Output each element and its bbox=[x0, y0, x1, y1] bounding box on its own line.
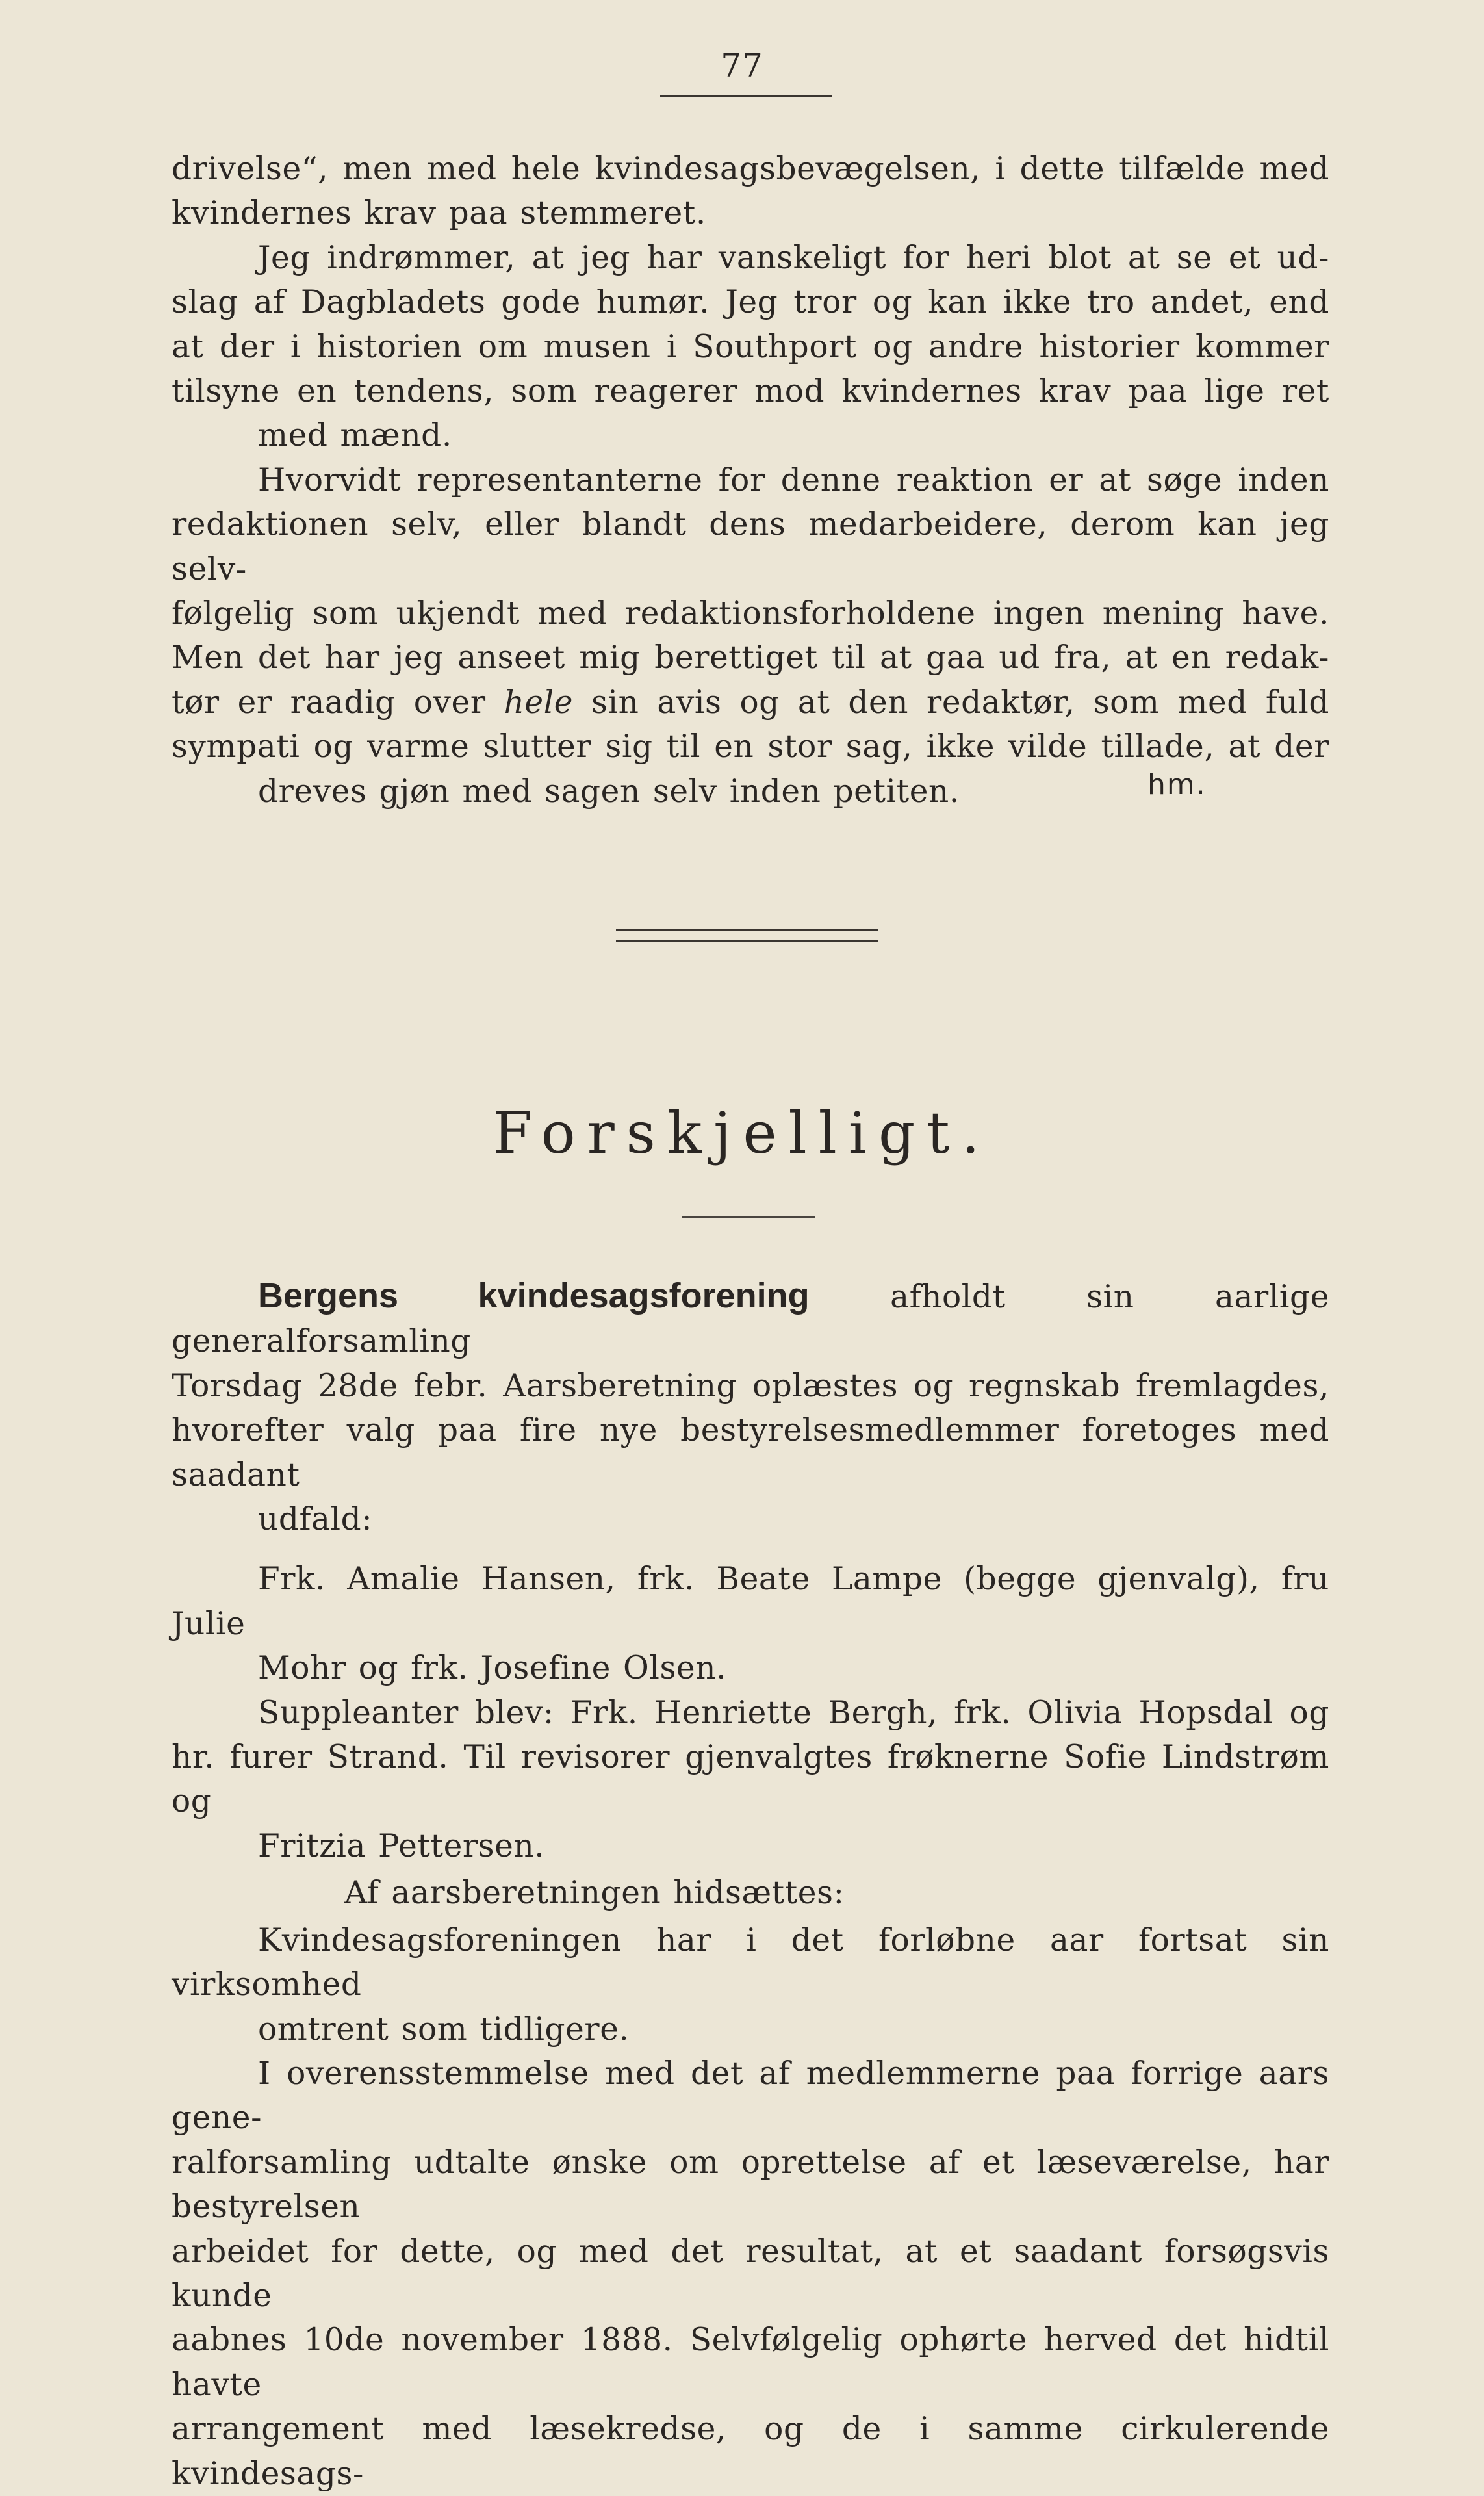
lead-organization-name: Bergens kvindesagsforening bbox=[258, 1276, 810, 1315]
text-line: Men det har jeg anseet mig berettiget til at gaa ud fra, at en redak- bbox=[172, 639, 1329, 676]
text-line: slag af Dagbladets gode humør. Jeg tror og kan ikke tro andet, end bbox=[172, 284, 1329, 321]
page-number: 77 bbox=[721, 47, 763, 84]
text-line: arbeidet for dette, og med det resultat, at et saadant forsøgsvis kunde bbox=[172, 2233, 1329, 2314]
heading-rule bbox=[682, 1216, 815, 1218]
text-line: afholdt sin aarlige generalforsamling bbox=[172, 1279, 1329, 1360]
page-number-rule bbox=[660, 95, 832, 97]
paragraph bbox=[172, 1918, 1329, 2052]
text-line: omtrent som tidligere. bbox=[258, 2011, 630, 2048]
text-line: I overensstemmelse med det af medlemmerne paa forrige aars gene- bbox=[172, 2055, 1329, 2137]
text-line: Suppleanter blev: Frk. Henriette Bergh, frk. Olivia Hopsdal og bbox=[258, 1694, 1329, 1731]
top-section-text bbox=[172, 147, 1329, 814]
text-line: Fritzia Pettersen. bbox=[258, 1827, 545, 1864]
text-line: ralforsamling udtalte ønske om oprettelse af et læseværelse, har bestyrelsen bbox=[172, 2144, 1329, 2226]
text-line: at der i historien om musen i Southport og andre historier kommer bbox=[172, 328, 1329, 365]
text-line: redaktionen selv, eller blandt dens medarbeidere, derom kan jeg selv- bbox=[172, 506, 1329, 587]
text-line: arrangement med læsekredse, og de i samme cirkulerende kvindesags- bbox=[172, 2411, 1329, 2492]
text-line: udfald: bbox=[258, 1501, 373, 1538]
paragraph bbox=[172, 1274, 1329, 1541]
text-line: følgelig som ukjendt med redaktionsforholdene ingen mening have. bbox=[172, 595, 1329, 632]
paragraph bbox=[172, 236, 1329, 458]
text-line: med mænd. bbox=[258, 417, 452, 454]
signature: hm. bbox=[1147, 768, 1207, 801]
italic-emphasis: hele bbox=[504, 684, 574, 721]
text-line: Af aarsberetningen hidsættes: bbox=[344, 1875, 845, 1912]
text-line: Hvorvidt representanterne for denne reaktion er at søge inden bbox=[258, 461, 1329, 498]
text-line: Frk. Amalie Hansen, frk. Beate Lampe (begge gjenvalg), fru Julie bbox=[172, 1561, 1329, 1642]
text-line: hr. furer Strand. Til revisorer gjenvalgtes frøknerne Sofie Lindstrøm og bbox=[172, 1739, 1329, 1820]
text-line: sin avis og at den redaktør, som med fuld bbox=[573, 684, 1329, 721]
text-line: tør er raadig over bbox=[172, 684, 504, 721]
text-line: Kvindesagsforeningen har i det forløbne aar fortsat sin virksomhed bbox=[172, 1922, 1329, 2003]
text-line: sympati og varme slutter sig til en stor sag, ikke vilde tillade, at der bbox=[172, 728, 1329, 766]
text-line: Mohr og frk. Josefine Olsen. bbox=[258, 1650, 727, 1687]
text-line: aabnes 10de november 1888. Selvfølgelig ophørte herved det hidtil havte bbox=[172, 2322, 1329, 2403]
paragraph bbox=[172, 1871, 1329, 1915]
paragraph bbox=[172, 1691, 1329, 1869]
text-line: Jeg indrømmer, at jeg har vanskeligt for heri blot at se et ud- bbox=[258, 239, 1329, 276]
paragraph bbox=[172, 458, 1329, 814]
section-divider bbox=[616, 929, 878, 942]
paragraph bbox=[172, 1557, 1329, 1690]
paragraph bbox=[172, 147, 1329, 236]
text-line: kvindernes krav paa stemmeret. bbox=[172, 195, 706, 232]
section-heading: Forskjelligt. bbox=[493, 1100, 991, 1166]
text-line: Torsdag 28de febr. Aarsberetning oplæstes og regnskab fremlagdes, bbox=[172, 1367, 1329, 1404]
paragraph bbox=[172, 2052, 1329, 2496]
text-line: drivelse“, men med hele kvindesagsbevægelsen, i dette tilfælde med bbox=[172, 151, 1329, 187]
text-line: dreves gjøn med sagen selv inden petiten. bbox=[258, 773, 960, 810]
article-text bbox=[172, 1274, 1329, 2496]
text-line: hvorefter valg paa fire nye bestyrelsesmedlemmer foretoges med saadant bbox=[172, 1412, 1329, 1493]
text-line: tilsyne en tendens, som reagerer mod kvindernes krav paa lige ret bbox=[172, 373, 1329, 410]
